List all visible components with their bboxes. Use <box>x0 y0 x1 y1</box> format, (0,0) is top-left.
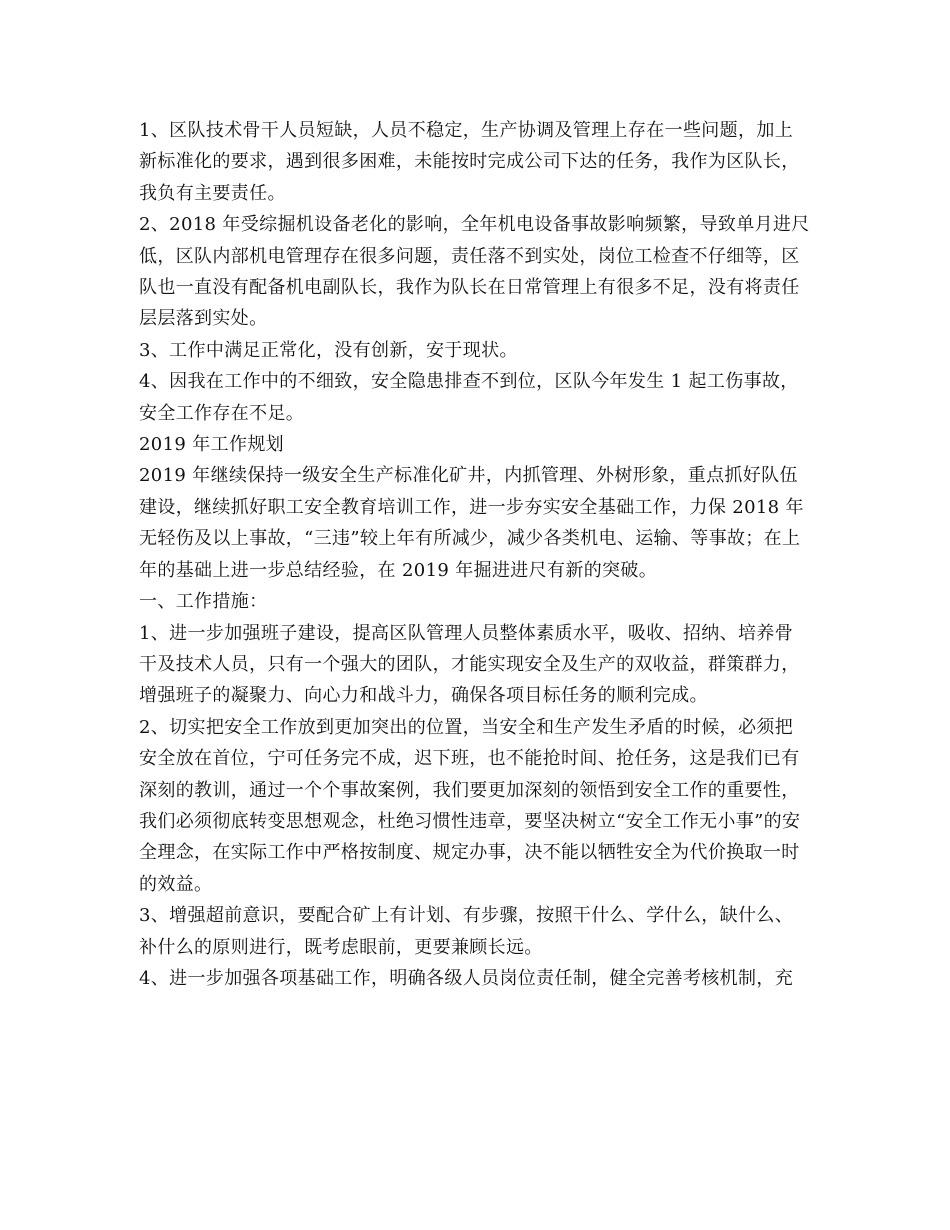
paragraph: 2、切实把安全工作放到更加突出的位置，当安全和生产发生矛盾的时候，必须把安全放在首位，宁可任务完不成，迟下班，也不能抢时间、抢任务，这是我们已有深刻的教训，通过一个个事故案例，我们要更加深刻的领悟到安全工作的重要性，我们必须彻底转变思想观念，杜绝习惯性违章，要坚决树立“安全工作无小事”的安全理念，在实际工作中严格按制度、规定办事，决不能以牺牲安全为代价换取一时的效益。 <box>139 716 801 895</box>
paragraph: 1、进一步加强班子建设，提高区队管理人员整体素质水平，吸收、招纳、培养骨干及技术人员，只有一个强大的团队，才能实现安全及生产的双收益，群策群力，增强班子的凝聚力、向心力和战斗力，确保各项目标任务的顺利完成。 <box>139 622 800 707</box>
document-page <box>139 115 811 994</box>
paragraph: 2、2018 年受综掘机设备老化的影响，全年机电设备事故影响频繁，导致单月进尺低，区队内部机电管理存在很多问题，责任落不到实处，岗位工检查不仔细等，区队也一直没有配备机电副队长，我作为队长在日常管理上有很多不足，没有将责任层层落到实处。 <box>139 214 810 330</box>
section-heading: 2019 年工作规划 <box>139 434 285 456</box>
paragraph: 3、工作中满足正常化，没有创新，安于现状。 <box>139 339 518 361</box>
paragraph: 1、区队技术骨干人员短缺，人员不稳定，生产协调及管理上存在一些问题，加上新标准化的要求，遇到很多困难，未能按时完成公司下达的任务，我作为区队长，我负有主要责任。 <box>139 120 800 204</box>
paragraph: 4、进一步加强各项基础工作，明确各级人员岗位责任制，健全完善考核机制，充 <box>139 967 794 989</box>
section-heading: 一、工作措施： <box>139 591 268 613</box>
paragraph: 4、因我在工作中的不细致，安全隐患排查不到位，区队今年发生 1 起工伤事故，安全工作存在不足。 <box>139 371 799 424</box>
paragraph: 2019 年继续保持一级安全生产标准化矿井，内抓管理、外树形象，重点抓好队伍建设，继续抓好职工安全教育培训工作，进一步夯实安全基础工作，力保 2018 年无轻伤及以上事故，“三违”较上年有所减少，减少各类机电、运输、等事故；在上年的基础上进一步总结经验，在 2019 年掘进进尺有新的突破。 <box>139 465 804 581</box>
paragraph: 3、增强超前意识，要配合矿上有计划、有步骤，按照干什么、学什么，缺什么、补什么的原则进行，既考虑眼前，更要兼顾长远。 <box>139 905 794 958</box>
